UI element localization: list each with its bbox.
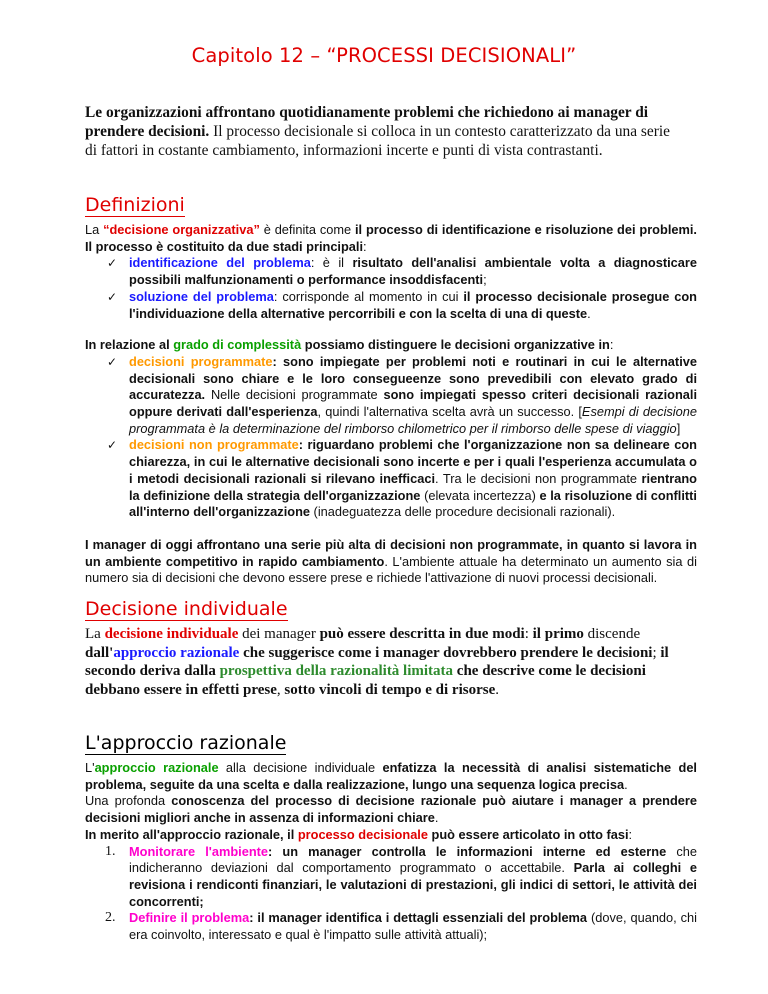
razionale-paragraph-3: In merito all'approccio razionale, il processo decisionale può essere articolato in otto fasi: [85, 826, 633, 842]
steps-list [85, 844, 697, 944]
razionale-paragraph-1: L'approccio razionale alla decisione individuale enfatizza la necessità di analisi sistematiche del problema, seguite da una scelta e dalla realizzazione, lungo una sequenza logica precisa. [85, 760, 697, 792]
list-item: ✓ soluzione del problema: corrisponde al momento in cui il processo decisionale prosegue con l'individuazione della alternative percorribili e con la scelta di una di queste. [107, 288, 697, 321]
heading-approccio-razionale: L'approccio razionale [85, 732, 287, 754]
heading-definizioni: Definizioni [85, 194, 185, 216]
checkmark-icon: ✓ [107, 438, 118, 453]
heading-decisione-individuale: Decisione individuale [85, 598, 288, 620]
list-item: ✓ identificazione del problema: è il risultato dell'analisi ambientale volta a diagnosticare possibili malfunzionamenti o performance insoddisfacenti; [107, 255, 697, 288]
intro-paragraph [85, 103, 685, 160]
list-item: ✓ decisioni non programmate: riguardano problemi che l'organizzazione non sa delineare con chiarezza, in cui le alternative decisionali sono incerte e per i quali l'esperienza accumulata o i metodi decisionali razionali si rilevano inefficaci. Tra le decisioni non programmate rientrano la definizione della strategia dell'organizzazione (elevata incertezza) e la risoluzione di conflitti all'interno dell'organizzazione (inadeguatezza delle procedure decisionali razionali). [107, 437, 697, 520]
individuale-paragraph: La decisione individuale dei manager può essere descritta in due modi: il primo discende dall'approccio razionale che suggerisce come i manager dovrebbero prendere le decisioni; il secondo deriva dalla prospettiva della razionalità limitata che descrive come le decisioni debbano essere in effetti prese, sotto vincoli di tempo e di risorse. [85, 626, 669, 699]
list-item: ✓ decisioni programmate: sono impiegate per problemi noti e routinari in cui le alternative decisionali sono chiare e le loro consegueenze sono prevedibili con elevato grado di accuratezza. Nelle decisioni programmate sono impiegati spesso criteri decisionali razionali oppure derivati dall'esperienza, quindi l'alternativa scelta avrà un successo. [Esempi di decisione programmata è la determinazione del rimborso chilometrico per il rimborso delle spese di viaggio] [107, 353, 698, 436]
intro-bold: Le organizzazioni affrontano quotidianamente problemi che richiedono ai manager di prendere decisioni. [85, 104, 649, 140]
razionale-paragraph-2: Una profonda conoscenza del processo di decisione razionale può aiutare i manager a prendere decisioni migliori anche in assenza di informazioni chiare. [85, 793, 697, 826]
list-item: 2. Definire il problema: il manager identifica i dettagli essenziali del problema (dove, quando, chi era coinvolto, interessato e qual è l'impatto sulle attività attuali); [105, 910, 698, 943]
definizioni-block [85, 222, 697, 587]
manager-paragraph: I manager di oggi affrontano una serie più alta di decisioni non programmate, in quanto si lavora in un ambiente competitivo in rapido cambiamento. L'ambiente attuale ha determinato un aumento sia di numero sia di decisioni che devono essere prese e richiede l'attivazione di nuovi processi decisionali. [85, 536, 697, 586]
checkmark-icon: ✓ [107, 256, 118, 271]
decision-types-list [85, 354, 697, 521]
stages-list [85, 255, 697, 322]
checkmark-icon: ✓ [107, 289, 118, 304]
list-item: 1. Monitorare l'ambiente: un manager controlla le informazioni interne ed esterne che indicheranno deviazioni dal comportamento programmato o accettabile. Parla ai colleghi e revisiona i rendiconti finanziari, le valutazioni di prestazioni, gli indici di settori, le attività dei concorrenti; [105, 843, 697, 909]
razionale-block [85, 760, 697, 944]
intro-rest: Il processo decisionale si colloca in un contesto caratterizzato da una serie di fattori in costante cambiamento, informazioni incerte e punti di vista contrastanti. [85, 123, 670, 159]
definizioni-paragraph: La “decisione organizzativa” è definita come il processo di identificazione e risoluzione dei problemi. Il processo è costituito da due stadi principali: [85, 222, 697, 254]
complessita-paragraph: In relazione al grado di complessità possiamo distinguere le decisioni organizzative in: [85, 337, 614, 353]
page-title: Capitolo 12 – “PROCESSI DECISIONALI” [191, 44, 577, 67]
checkmark-icon: ✓ [107, 354, 118, 369]
